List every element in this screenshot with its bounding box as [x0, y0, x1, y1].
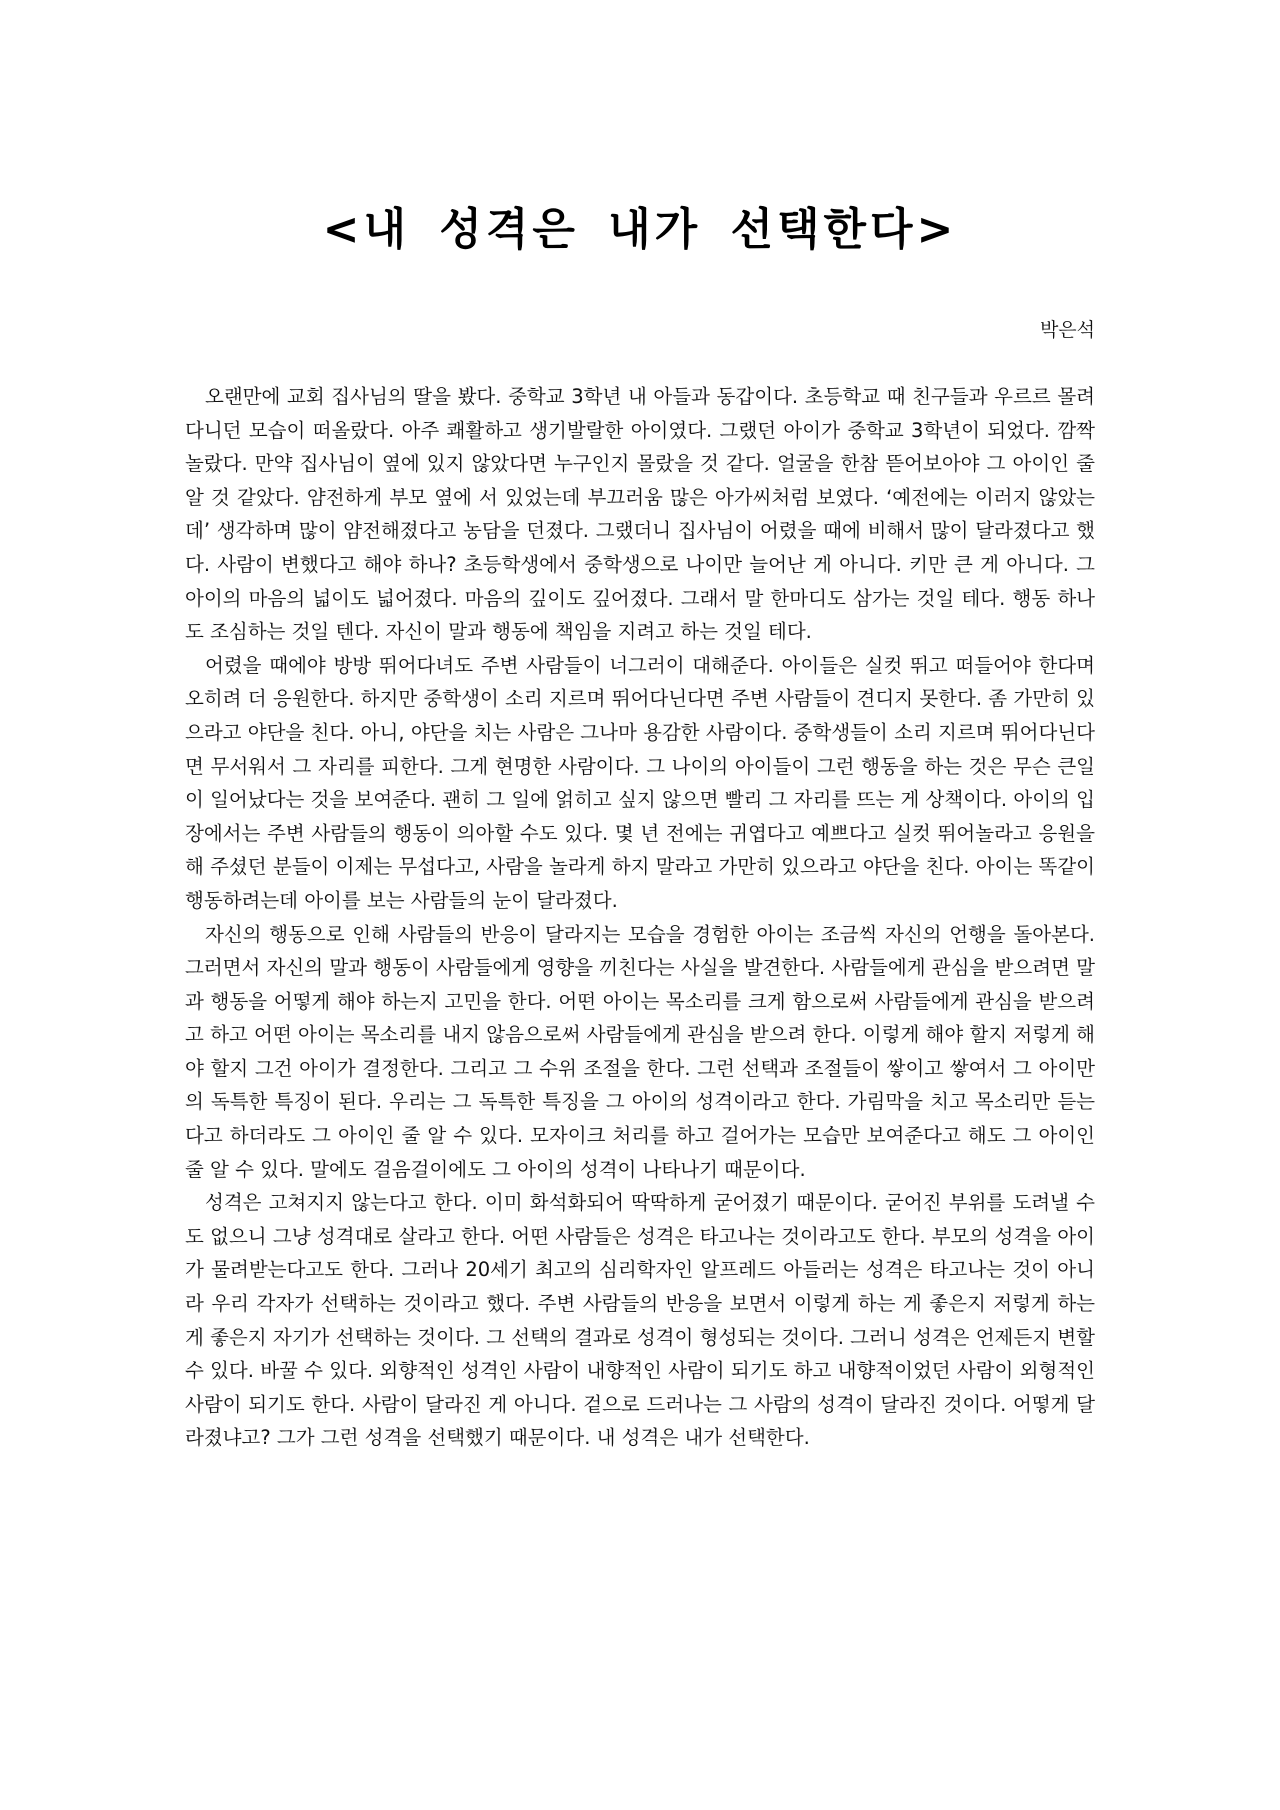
paragraph-2: 어렸을 때에야 방방 뛰어다녀도 주변 사람들이 너그러이 대해준다. 아이들은 실컷 뛰고 떠들어야 한다며 오히려 더 응원한다. 하지만 중학생이 소리 지르며 뛰어다닌다면 주변 사람들이 견디지 못한다. 좀 가만히 있으라고 야단을 친다. 아니, 야단을 치는 사람은 그나마 용감한 사람이다. 중학생들이 소리 지르며 뛰어다닌다면 무서워서 그 자리를 피한다. 그게 현명한 사람이다. 그 나이의 아이들이 그런 행동을 하는 것은 무슨 큰일이 일어났다는 것을 보여준다. 괜히 그 일에 얽히고 싶지 않으면 빨리 그 자리를 뜨는 게 상책이다. 아이의 입장에서는 주변 사람들의 행동이 의아할 수도 있다. 몇 년 전에는 귀엽다고 예쁘다고 실컷 뛰어놀라고 응원을 해 주셨던 분들이 이제는 무섭다고, 사람을 놀라게 하지 말라고 가만히 있으라고 야단을 친다. 아이는 똑같이 행동하려는데 아이를 보는 사람들의 눈이 달라졌다. — [185, 653, 1095, 912]
document-body — [185, 380, 1095, 1455]
paragraph-3: 자신의 행동으로 인해 사람들의 반응이 달라지는 모습을 경험한 아이는 조금씩 자신의 언행을 돌아본다. 그러면서 자신의 말과 행동이 사람들에게 영향을 끼친다는 사실을 발견한다. 사람들에게 관심을 받으려면 말과 행동을 어떻게 해야 하는지 고민을 한다. 어떤 아이는 목소리를 크게 함으로써 사람들에게 관심을 받으려고 하고 어떤 아이는 목소리를 내지 않음으로써 사람들에게 관심을 받으려 한다. 이렇게 해야 할지 저렇게 해야 할지 그건 아이가 결정한다. 그리고 그 수위 조절을 한다. 그런 선택과 조절들이 쌓이고 쌓여서 그 아이만의 독특한 특징이 된다. 우리는 그 독특한 특징을 그 아이의 성격이라고 한다. 가림막을 치고 목소리만 듣는다고 하더라도 그 아이인 줄 알 수 있다. 모자이크 처리를 하고 걸어가는 모습만 보여준다고 해도 그 아이인 줄 알 수 있다. 말에도 걸음걸이에도 그 아이의 성격이 나타나기 때문이다. — [185, 922, 1095, 1181]
author-name: 박은석 — [1039, 319, 1095, 341]
paragraph-4: 성격은 고쳐지지 않는다고 한다. 이미 화석화되어 딱딱하게 굳어졌기 때문이다. 굳어진 부위를 도려낼 수도 없으니 그냥 성격대로 살라고 한다. 어떤 사람들은 성격은 타고나는 것이라고도 한다. 부모의 성격을 아이가 물려받는다고도 한다. 그러나 20세기 최고의 심리학자인 알프레드 아들러는 성격은 타고나는 것이 아니라 우리 각자가 선택하는 것이라고 했다. 주변 사람들의 반응을 보면서 이렇게 하는 게 좋은지 저렇게 하는 게 좋은지 자기가 선택하는 것이다. 그 선택의 결과로 성격이 형성되는 것이다. 그러니 성격은 언제든지 변할 수 있다. 바꿀 수 있다. 외향적인 성격인 사람이 내향적인 사람이 되기도 하고 내향적이었던 사람이 외형적인 사람이 되기도 한다. 사람이 달라진 게 아니다. 겉으로 드러나는 그 사람의 성격이 달라진 것이다. 어떻게 달라졌냐고? 그가 그런 성격을 선택했기 때문이다. 내 성격은 내가 선택한다. — [185, 1191, 1095, 1450]
document-title: <내 성격은 내가 선택한다> — [322, 204, 958, 255]
paragraph-1: 오랜만에 교회 집사님의 딸을 봤다. 중학교 3학년 내 아들과 동갑이다. 초등학교 때 친구들과 우르르 몰려다니던 모습이 떠올랐다. 아주 쾌활하고 생기발랄한 아이였다. 그랬던 아이가 중학교 3학년이 되었다. 깜짝 놀랐다. 만약 집사님이 옆에 있지 않았다면 누구인지 몰랐을 것 같다. 얼굴을 한참 뜯어보아야 그 아이인 줄 알 것 같았다. 얌전하게 부모 옆에 서 있었는데 부끄러움 많은 아가씨처럼 보였다. ‘예전에는 이러지 않았는데’ 생각하며 많이 얌전해졌다고 농담을 던졌다. 그랬더니 집사님이 어렸을 때에 비해서 많이 달라졌다고 했다. 사람이 변했다고 해야 하나? 초등학생에서 중학생으로 나이만 늘어난 게 아니다. 키만 큰 게 아니다. 그 아이의 마음의 넓이도 넓어졌다. 마음의 깊이도 깊어졌다. 그래서 말 한마디도 삼가는 것일 테다. 행동 하나도 조심하는 것일 텐다. 자신이 말과 행동에 책임을 지려고 하는 것일 테다. — [185, 385, 1095, 644]
